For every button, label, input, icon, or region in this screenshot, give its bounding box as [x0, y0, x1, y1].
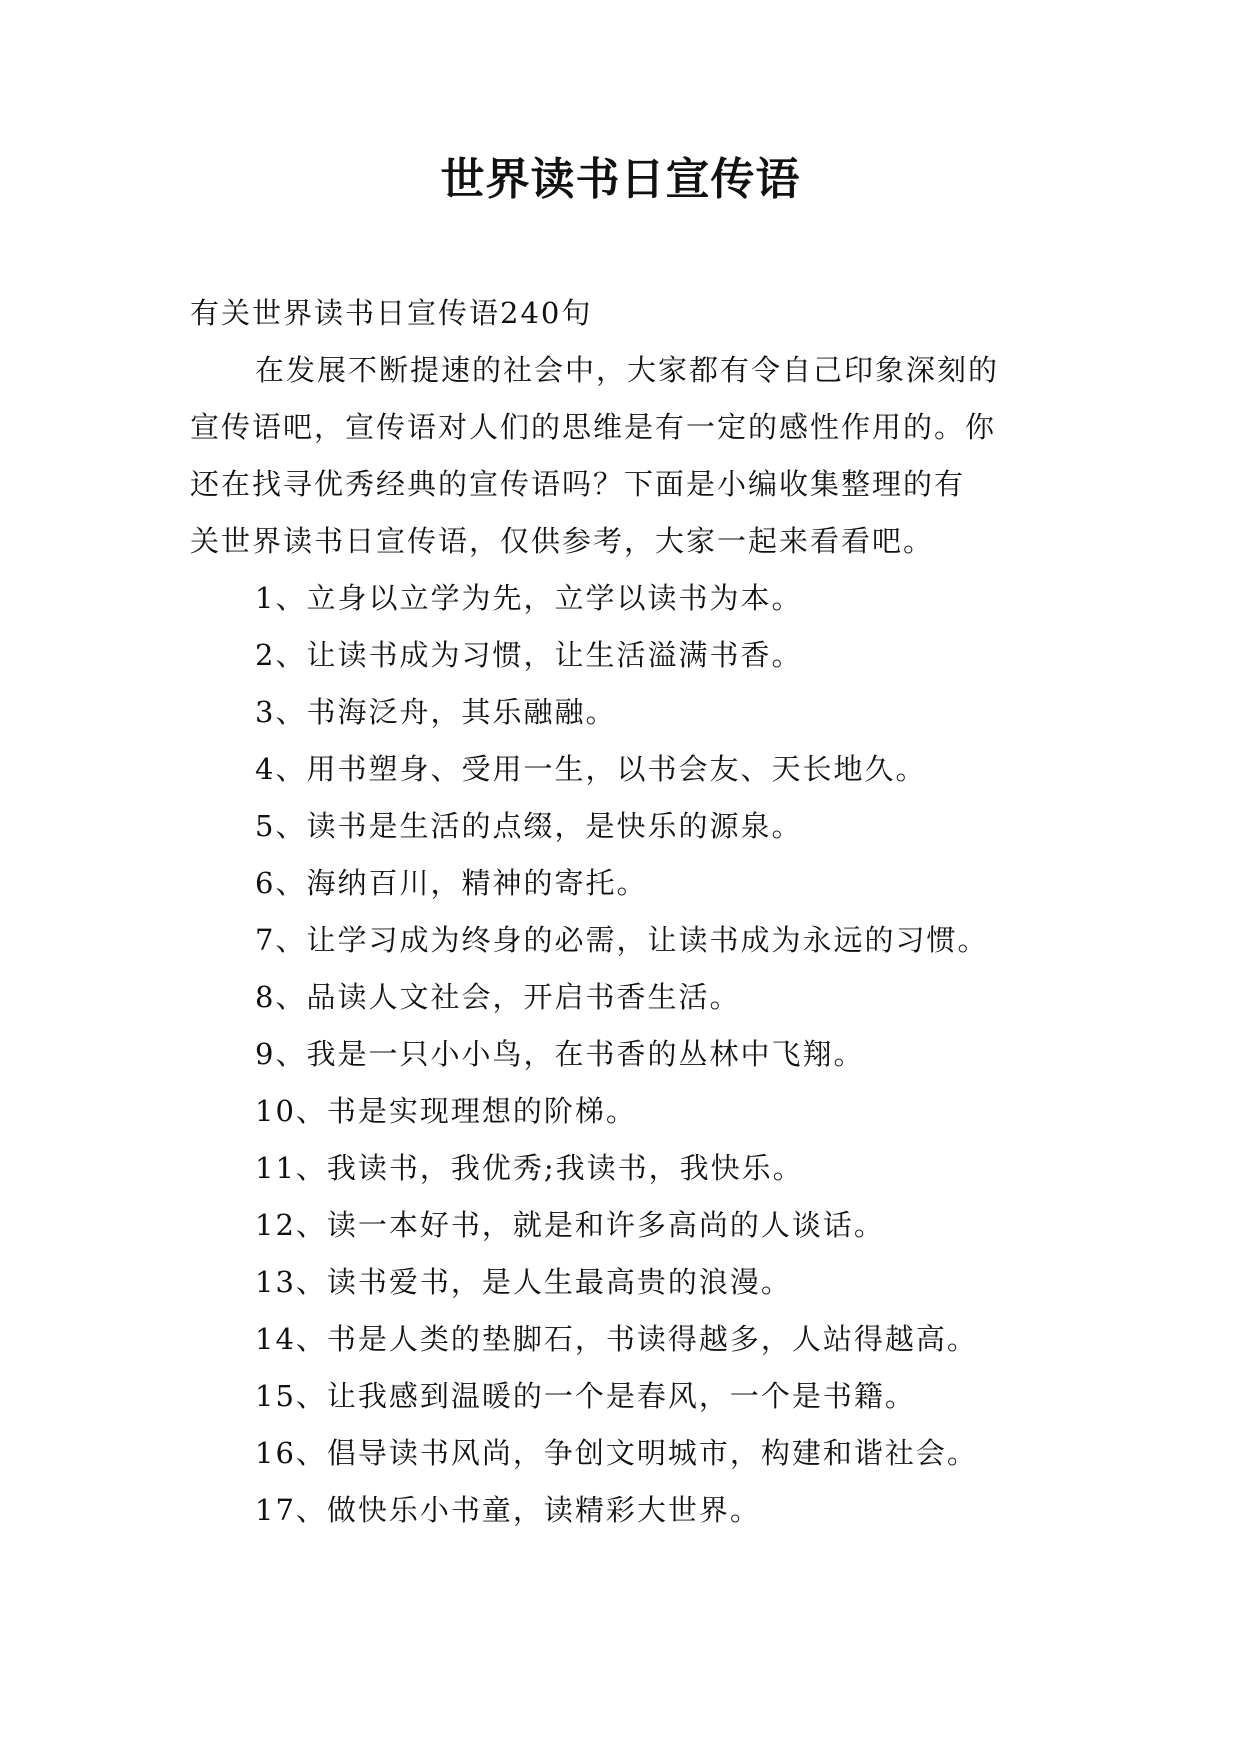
list-item: 10、书是实现理想的阶梯。 [255, 1094, 637, 1128]
document-title: 世界读书日宣传语 [440, 154, 801, 205]
list-item: 5、读书是生活的点缀，是快乐的源泉。 [255, 809, 803, 843]
intro-line: 关世界读书日宣传语，仅供参考，大家一起来看看吧。 [190, 524, 935, 558]
intro-line: 还在找寻优秀经典的宣传语吗？下面是小编收集整理的有 [190, 467, 966, 501]
list-item: 4、用书塑身、受用一生，以书会友、天长地久。 [255, 752, 927, 786]
list-item: 17、做快乐小书童，读精彩大世界。 [255, 1493, 761, 1527]
list-item: 16、倡导读书风尚，争创文明城市，构建和谐社会。 [255, 1436, 978, 1470]
list-item: 1、立身以立学为先，立学以读书为本。 [255, 581, 803, 615]
list-item: 15、让我感到温暖的一个是春风，一个是书籍。 [255, 1379, 916, 1413]
intro-line: 宣传语吧，宣传语对人们的思维是有一定的感性作用的。你 [190, 410, 997, 444]
list-item: 2、让读书成为习惯，让生活溢满书香。 [255, 638, 803, 672]
document-subtitle: 有关世界读书日宣传语240句 [190, 296, 593, 330]
list-item: 9、我是一只小小鸟，在书香的丛林中飞翔。 [255, 1037, 865, 1071]
list-item: 12、读一本好书，就是和许多高尚的人谈话。 [255, 1208, 885, 1242]
list-item: 8、品读人文社会，开启书香生活。 [255, 980, 741, 1014]
list-item: 11、我读书，我优秀;我读书，我快乐。 [255, 1151, 804, 1185]
list-item: 13、读书爱书，是人生最高贵的浪漫。 [255, 1265, 792, 1299]
list-item: 7、让学习成为终身的必需，让读书成为永远的习惯。 [255, 923, 989, 957]
list-item: 6、海纳百川，精神的寄托。 [255, 866, 648, 900]
list-item: 14、书是人类的垫脚石，书读得越多，人站得越高。 [255, 1322, 978, 1356]
list-item: 3、书海泛舟，其乐融融。 [255, 695, 617, 729]
intro-line: 在发展不断提速的社会中，大家都有令自己印象深刻的 [255, 353, 1000, 387]
